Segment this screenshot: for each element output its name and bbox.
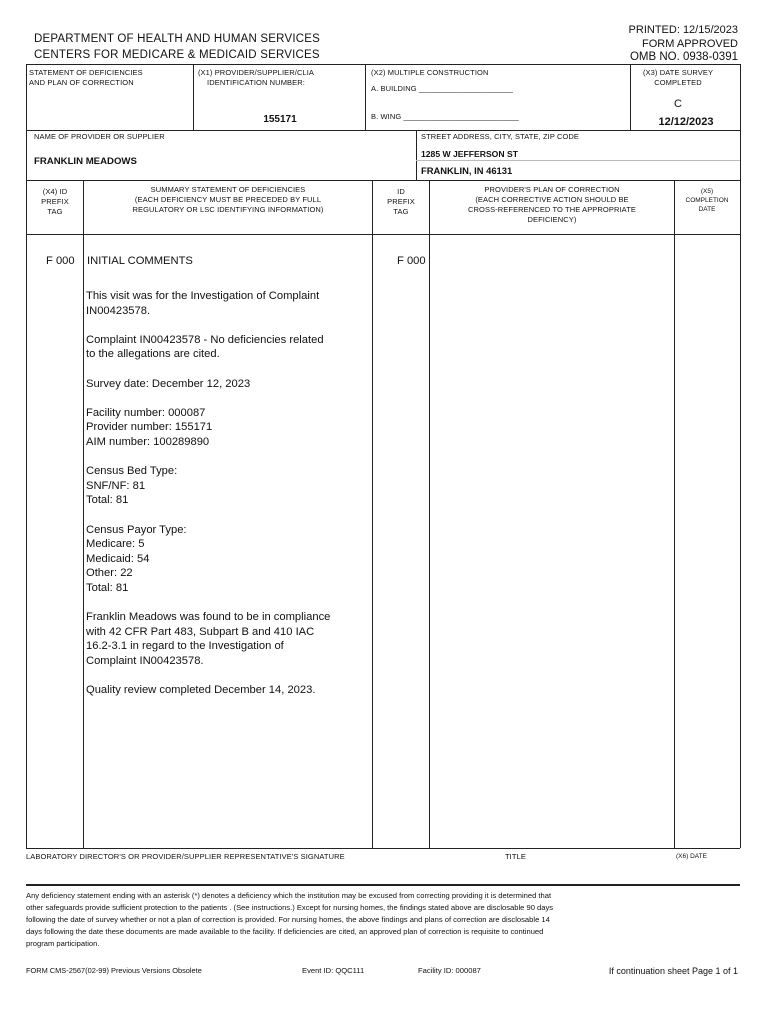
disclaimer: Any deficiency statement ending with an asterisk (*) denotes a deficiency which the institution may be excused from correcting providing it is determined that other safeguards provide sufficient protection to the patients . (See instructions.) Except for nursing homes, the findings stated above are disclosable 90 days following the date of survey whether or not a plan of correction is provided. For nursing homes, the above findings and plans of correction are disclosable 14 days following the date these documents are made available to the facility. If deficiencies are cited, an approved plan of correction is requisite to continued program participation. [26,891,554,948]
id-header: ID PREFIX TAG [387,187,415,216]
address-line1: 1285 W JEFFERSON ST [421,149,518,159]
survey-date: 12/12/2023 [658,116,714,128]
divider [416,160,740,161]
provider-number: 155171 [263,114,297,125]
facility-id: Facility ID: 000087 [418,966,481,975]
column-header-rule [26,234,740,235]
divider [429,180,430,848]
entry-body [86,289,370,712]
tag-right: F 000 [397,255,426,267]
divider [416,130,417,180]
paragraph: Facility number: 000087 Provider number: 155171 AIM number: 100289890 [86,406,213,448]
building-label: A. BUILDING ______________________ [371,84,513,93]
event-id: Event ID: QQC111 [302,966,365,975]
address-line2: FRANKLIN, IN 46131 [421,165,513,176]
printed-date: PRINTED: 12/15/2023 [628,24,738,36]
paragraph: Census Payor Type: Medicare: 5 Medicaid: 54 Other: 22 Total: 81 [86,523,187,594]
paragraph: Census Bed Type: SNF/NF: 81 Total: 81 [86,465,178,507]
left-border [26,64,27,848]
form-approved: FORM APPROVED [642,38,738,50]
x5-header: (X5) COMPLETION DATE [685,188,729,213]
page-indicator: If continuation sheet Page 1 of 1 [608,966,738,976]
address-label: STREET ADDRESS, CITY, STATE, ZIP CODE [421,132,580,141]
paragraph: Quality review completed December 14, 2023. [86,684,316,697]
paragraph: Franklin Meadows was found to be in compliance with 42 CFR Part 483, Subpart B and 410 IAC 16.2-3.1 in regard to the Investigation of Complaint IN00423578. [86,611,331,667]
tag-left: F 000 [46,255,75,267]
wing-label: B. WING ___________________________ [371,112,519,121]
summary-header: SUMMARY STATEMENT OF DEFICIENCIES (EACH DEFICIENCY MUST BE PRECEDED BY FULL REGULATORY OR LSC IDENTIFYING INFORMATION) [132,185,324,214]
x4-header: (X4) ID PREFIX TAG [41,187,69,216]
body-bottom-rule [26,848,740,849]
top-rule [26,64,740,65]
provider-row-rule [26,180,740,181]
divider [83,180,84,848]
paragraph: This visit was for the Investigation of Complaint IN00423578. [86,290,320,317]
plan-header: PROVIDER'S PLAN OF CORRECTION (EACH CORRECTIVE ACTION SHOULD BE CROSS-REFERENCED TO THE APPROPRIATE DEFICIENCY) [468,185,636,224]
provider-name-label: NAME OF PROVIDER OR SUPPLIER [34,132,165,141]
cms-title: CENTERS FOR MEDICARE & MEDICAID SERVICES [34,49,320,61]
omb-number: OMB NO. 0938-0391 [629,51,738,63]
signature-rule [26,884,740,886]
survey-code: C [674,98,682,110]
divider [630,64,631,130]
right-border [740,64,741,848]
statement-label: STATEMENT OF DEFICIENCIES AND PLAN OF CORRECTION [29,68,143,87]
divider [365,64,366,130]
divider [193,64,194,130]
divider [674,180,675,848]
form-number: FORM CMS-2567(02-99) Previous Versions Obsolete [26,966,202,975]
box-row-rule [26,130,740,131]
x2-label: (X2) MULTIPLE CONSTRUCTION [371,68,489,77]
paragraph: Complaint IN00423578 - No deficiencies related to the allegations are cited. [86,333,324,361]
title-label: TITLE [505,852,526,861]
signature-label: LABORATORY DIRECTOR'S OR PROVIDER/SUPPLIER REPRESENTATIVE'S SIGNATURE [26,852,345,861]
x6-date-label: (X6) DATE [676,853,707,860]
paragraph: Survey date: December 12, 2023 [86,377,251,390]
x1-label: (X1) PROVIDER/SUPPLIER/CLIA IDENTIFICATION NUMBER: [197,68,315,87]
divider [372,180,373,848]
department-title: DEPARTMENT OF HEALTH AND HUMAN SERVICES [34,33,320,45]
entry-title: INITIAL COMMENTS [87,255,193,267]
provider-name: FRANKLIN MEADOWS [34,156,137,167]
x3-label: (X3) DATE SURVEY COMPLETED [642,68,714,87]
